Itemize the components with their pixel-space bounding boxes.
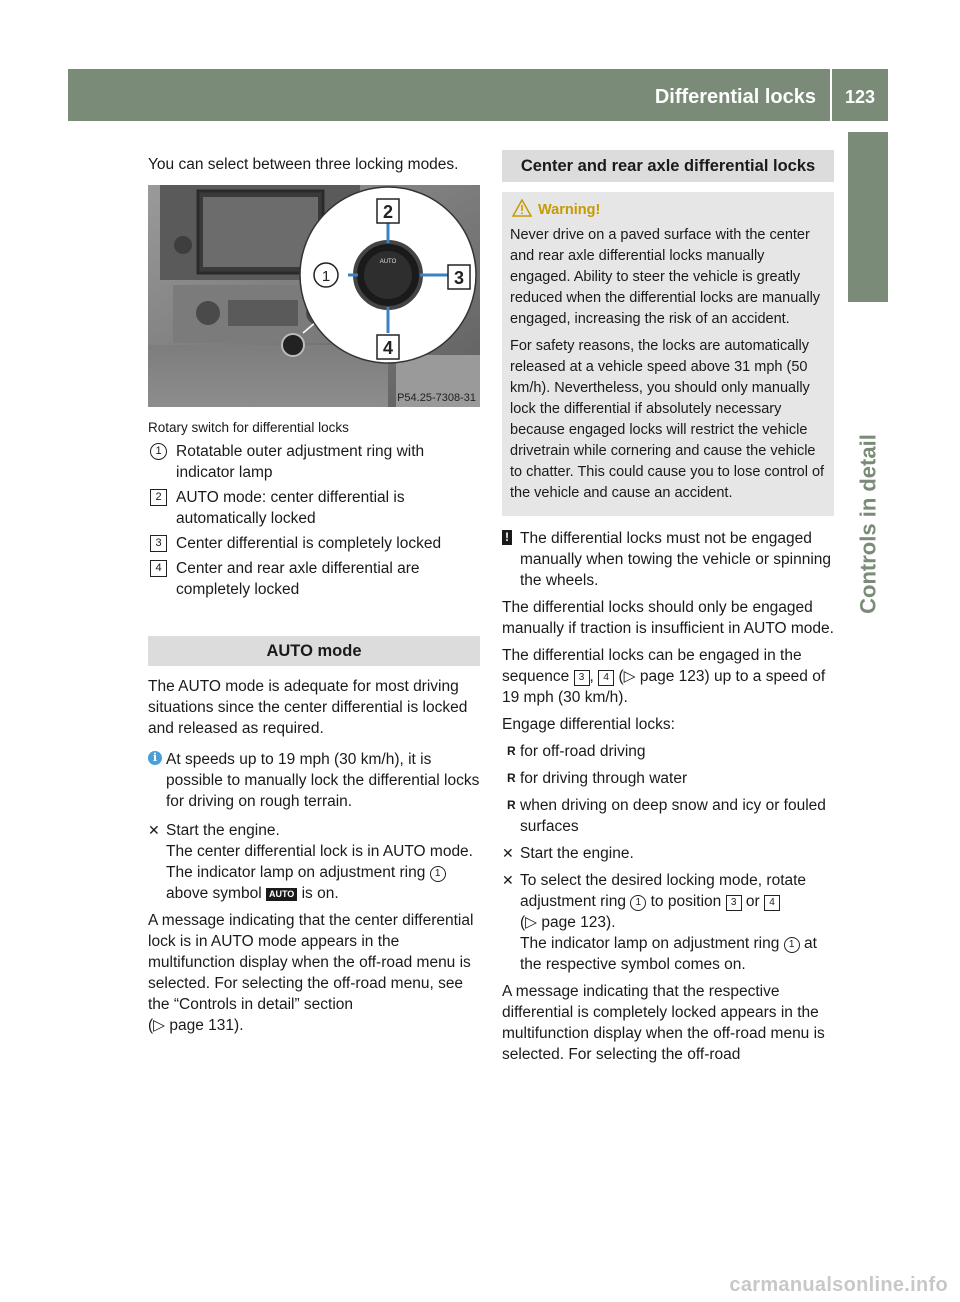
- list-item-text: for driving through water: [520, 770, 688, 787]
- step-text: To select the desired locking mode, rotate adjustment ring: [520, 872, 807, 910]
- exclamation-icon: !: [502, 530, 512, 545]
- caution-note: [502, 528, 834, 591]
- auto-mode-heading: AUTO mode: [148, 636, 480, 666]
- bullet-icon: R: [507, 744, 516, 758]
- legend-number: 2: [150, 489, 167, 506]
- step-arrow-icon: ✕: [502, 845, 514, 861]
- sequence-paragraph: [502, 645, 834, 708]
- message-text: A message indicating that the center differential lock is in AUTO mode appears in the multifunction display when the off-road menu is selected. For selecting the off-road menu, see the “Controls in detail” section: [148, 912, 474, 1013]
- chapter-tab-label: Controls in detail: [855, 434, 881, 614]
- marker-2-label: 2: [382, 202, 394, 222]
- step-result-text: at the respective symbol comes on.: [520, 935, 817, 973]
- paragraph-text: The differential locks can be engaged in the sequence: [502, 647, 802, 685]
- step-text: to position: [650, 893, 722, 910]
- marker-3-label: 3: [453, 268, 465, 288]
- list-item: [502, 741, 834, 762]
- list-item: [502, 795, 834, 837]
- instruction-step: [502, 870, 834, 975]
- step-result-text: above symbol: [166, 885, 262, 902]
- list-item-text: when driving on deep snow and icy or fouled surfaces: [520, 797, 826, 835]
- legend-item: [148, 533, 480, 554]
- paragraph-text: ,: [589, 668, 594, 685]
- switch-location-marker: [282, 334, 304, 356]
- instruction-step: [502, 843, 834, 864]
- center-rear-locks-heading: Center and rear axle differential locks: [502, 150, 834, 182]
- warning-title-text: Warning!: [538, 202, 601, 218]
- bullet-icon: R: [507, 771, 516, 785]
- paragraph: The differential locks should only be engaged manually if traction is insufficient in AUTO mode.: [502, 599, 834, 637]
- step-arrow-icon: ✕: [148, 822, 160, 838]
- intro-text: You can select between three locking modes.: [148, 156, 459, 173]
- legend-item: [148, 558, 480, 600]
- climate-dial: [196, 301, 220, 325]
- list-item-text: for off-road driving: [520, 743, 646, 760]
- warning-triangle-icon: [512, 199, 532, 217]
- info-note-text: At speeds up to 19 mph (30 km/h), it is possible to manually lock the differential locks for driving on rough terrain.: [166, 751, 480, 810]
- display-glass: [203, 197, 318, 267]
- legend-number: 4: [150, 560, 167, 577]
- legend-text: Center differential is completely locked: [176, 535, 442, 552]
- ring-reference: 1: [430, 866, 446, 882]
- position-reference: 4: [598, 670, 614, 686]
- vent-knob: [174, 236, 192, 254]
- position-reference: 4: [764, 895, 780, 911]
- final-paragraph: A message indicating that the respective differential is completely locked appears in the multifunction display when the off-road menu is selected. For selecting the off-road: [502, 983, 825, 1063]
- position-reference: 3: [574, 670, 590, 686]
- right-column: [502, 150, 834, 1071]
- chapter-tab: [848, 314, 888, 734]
- ring-reference: 1: [784, 937, 800, 953]
- header-bar: [68, 69, 888, 121]
- step-result: [166, 841, 480, 904]
- step-result-text: The indicator lamp on adjustment ring: [520, 935, 780, 952]
- engage-intro: Engage differential locks:: [502, 716, 675, 733]
- marker-1-label: 1: [321, 268, 331, 285]
- auto-mode-paragraph: The AUTO mode is adequate for most driving situations since the center differential is locked and released as required.: [148, 678, 468, 737]
- instruction-step: [148, 820, 480, 904]
- info-icon: i: [148, 751, 162, 765]
- step-text: or: [745, 893, 760, 910]
- bullet-icon: R: [507, 798, 516, 812]
- marker-4-label: 4: [382, 338, 394, 358]
- message-paragraph: [148, 910, 480, 1036]
- legend-item: [148, 441, 480, 483]
- legend-text: Rotatable outer adjustment ring with indicator lamp: [176, 443, 425, 481]
- legend-text: Center and rear axle differential are completely locked: [176, 560, 420, 598]
- warning-paragraph: Never drive on a paved surface with the center and rear axle differential locks manually engaged. Ability to steer the vehicle is greatly reduced when the differential locks are manually engaged, increasing the risk of an accident.: [510, 227, 821, 327]
- page-reference-link[interactable]: (▷ page 123) up to a speed of 19 mph (30 km/h).: [502, 668, 826, 706]
- legend-number: 1: [150, 443, 167, 460]
- page-reference-link[interactable]: (▷ page 123).: [520, 914, 616, 931]
- section-title: Differential locks: [654, 86, 816, 108]
- header-divider: [830, 69, 832, 121]
- warning-paragraph: For safety reasons, the locks are automatically released at a vehicle speed above 31 mph (50 km/h). Nevertheless, you should only manually lock the differential if absolutely necessary because engaged locks will restrict the vehicle drivetrain while cornering and cause the vehicle to chatter. This could cause you to lose control of the vehicle and cause an accident.: [510, 338, 825, 501]
- caution-text: The differential locks must not be engaged manually when towing the vehicle or spinning the wheels.: [520, 530, 832, 589]
- step-title: Start the engine.: [166, 822, 280, 839]
- watermark: carmanualsonline.info: [729, 1274, 948, 1296]
- figure-code: P54.25-7308-31: [397, 392, 476, 404]
- knob-auto-label: AUTO: [379, 259, 397, 265]
- page-number: 123: [844, 87, 876, 107]
- info-note: [148, 749, 480, 812]
- step-result-text: The center differential lock is in AUTO mode. The indicator lamp on adjustment ring: [166, 843, 473, 881]
- figure-caption: Rotary switch for differential locks: [148, 420, 349, 435]
- step-title: Start the engine.: [520, 845, 634, 862]
- warning-title: [538, 200, 826, 221]
- left-column: [148, 154, 480, 1042]
- legend-text: AUTO mode: center differential is automatically locked: [176, 489, 405, 527]
- rotary-switch-figure: [148, 185, 480, 407]
- warning-box: [502, 192, 834, 516]
- rotary-switch-illustration: [148, 185, 480, 407]
- ring-reference: 1: [630, 895, 646, 911]
- side-block: [848, 132, 888, 302]
- legend-number: 3: [150, 535, 167, 552]
- position-reference: 3: [726, 895, 742, 911]
- auto-symbol-icon: AUTO: [266, 888, 297, 901]
- legend-item: [148, 487, 480, 529]
- page-reference-link[interactable]: (▷ page 131).: [148, 1017, 244, 1034]
- step-result-text: is on.: [301, 885, 339, 902]
- list-item: [502, 768, 834, 789]
- climate-buttons: [228, 300, 298, 326]
- step-arrow-icon: ✕: [502, 872, 514, 888]
